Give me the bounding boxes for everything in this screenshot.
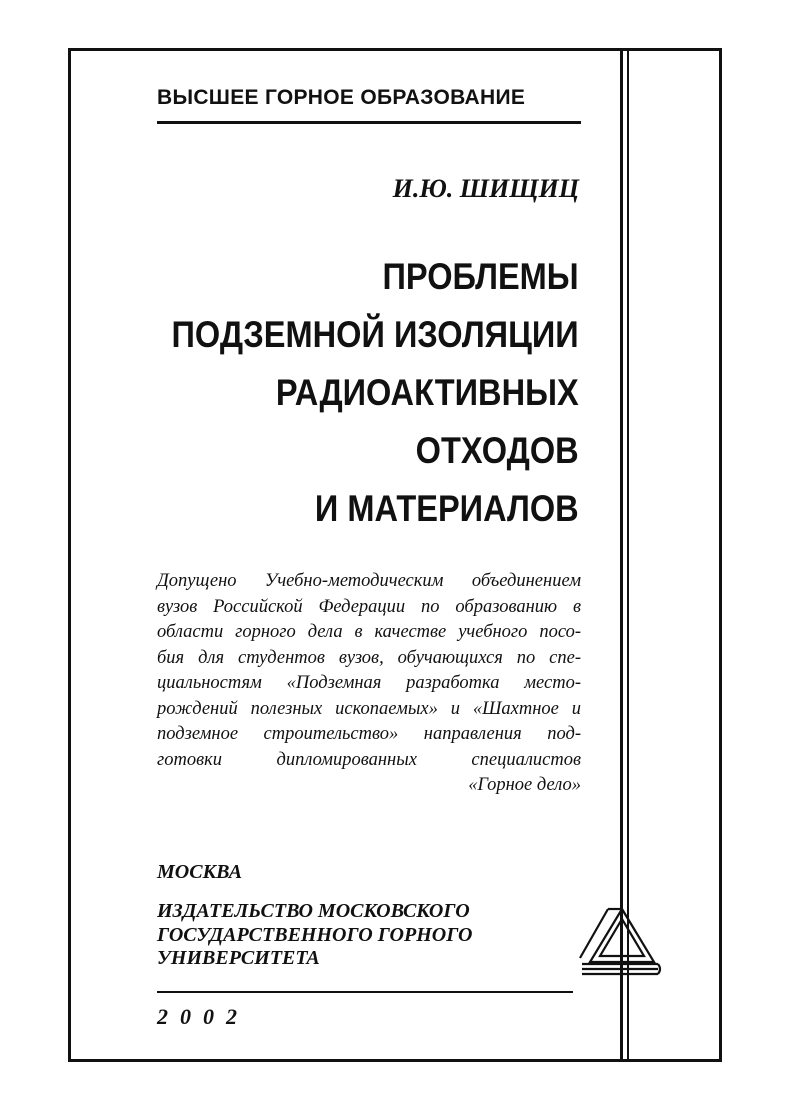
approval-line: Допущено Учебно-методическим объединением <box>157 571 581 591</box>
publication-city: МОСКВА <box>157 861 243 883</box>
approval-line: подземное строительство» направления под- <box>157 724 581 744</box>
approval-note <box>157 569 581 799</box>
title-line: И МАТЕРИАЛОВ <box>315 488 579 529</box>
publisher-line: ГОСУДАРСТВЕННОГО ГОРНОГО <box>157 923 473 946</box>
approval-line: циальностям «Подземная разработка место- <box>157 673 581 693</box>
publisher-line: ИЗДАТЕЛЬСТВО МОСКОВСКОГО <box>157 900 470 922</box>
series-title: ВЫСШЕЕ ГОРНОЕ ОБРАЗОВАНИЕ <box>157 86 526 109</box>
title-line: РАДИОАКТИВНЫХ <box>276 372 579 413</box>
publisher-line: УНИВЕРСИТЕТА <box>157 947 320 969</box>
author-name: И.Ю. ШИЩИЦ <box>392 174 579 203</box>
publication-year: 2002 <box>157 1004 249 1029</box>
publisher-name <box>157 900 472 971</box>
title-line: ОТХОДОВ <box>415 430 579 471</box>
triangle-book-logo-icon <box>578 906 662 982</box>
series-underline <box>157 121 581 124</box>
approval-line: «Горное дело» <box>468 775 581 795</box>
footer-rule <box>157 991 573 993</box>
title-line: ПОДЗЕМНОЙ ИЗОЛЯЦИИ <box>171 314 579 355</box>
approval-line: области горного дела в качестве учебного посо- <box>157 622 581 642</box>
approval-line: готовки дипломированных специалистов <box>157 749 581 770</box>
approval-line: бия для студентов вузов, обучающихся по спе- <box>157 647 581 668</box>
title-line: ПРОБЛЕМЫ <box>382 256 579 297</box>
book-title <box>172 248 579 538</box>
approval-line: вузов Российской Федерации по образованию в <box>157 596 581 617</box>
approval-line: рождений полезных ископаемых» и «Шахтное и <box>157 698 581 719</box>
